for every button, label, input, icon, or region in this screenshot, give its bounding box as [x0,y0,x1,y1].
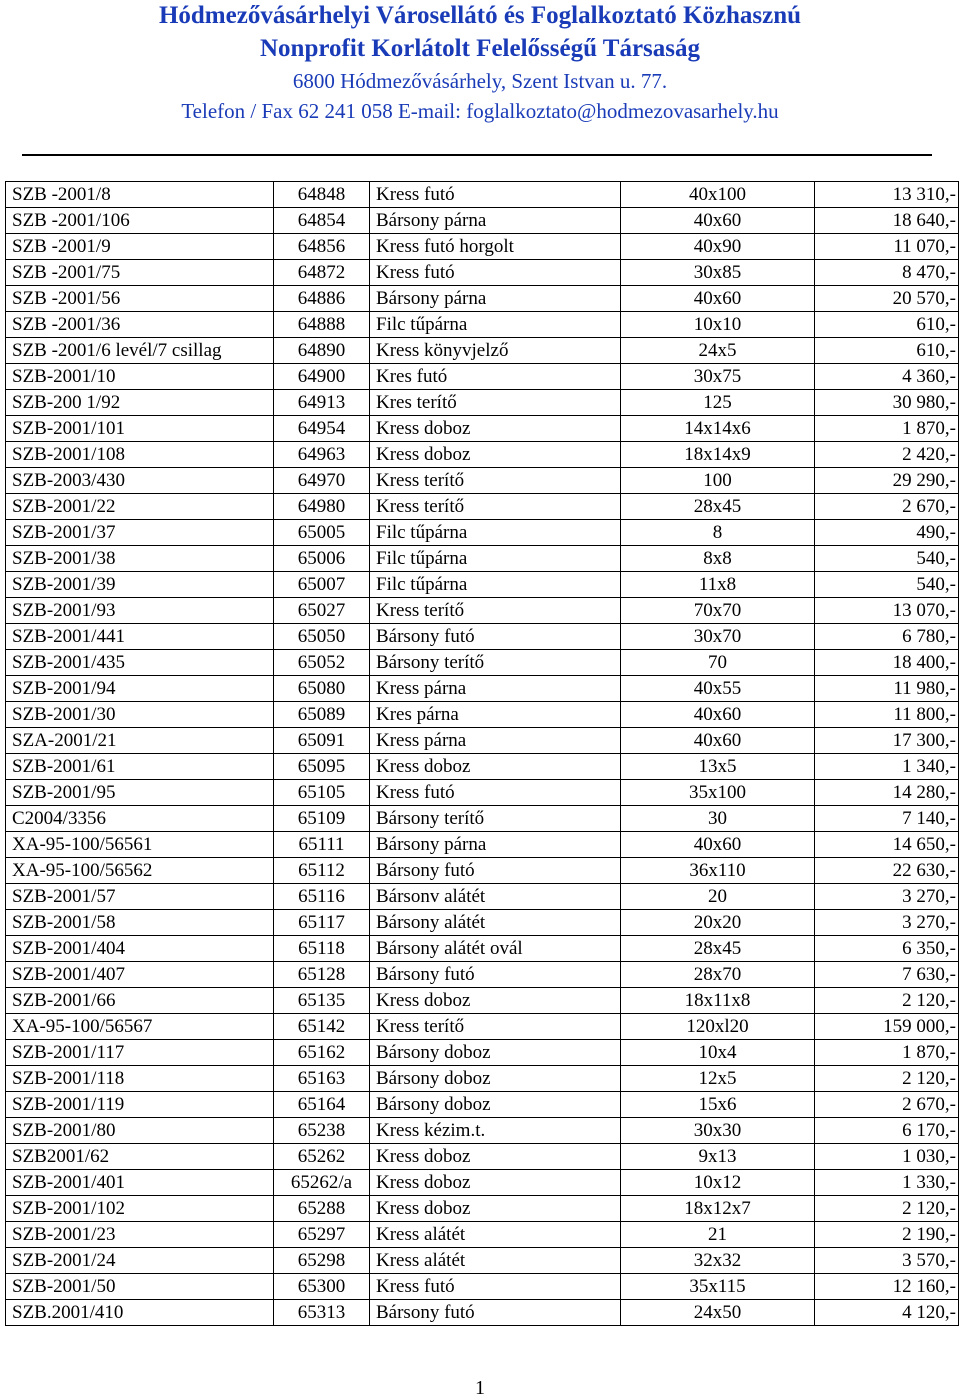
table-row [6,780,959,806]
item-number-cell: 65007 [274,572,370,598]
product-code-cell: SZB-2001/24 [6,1248,274,1274]
size-cell: 40x100 [621,182,815,208]
table-row [6,1092,959,1118]
item-number-cell: 64900 [274,364,370,390]
product-name-cell: Bársony alátét [370,910,621,936]
product-name-cell: Bársony doboz [370,1040,621,1066]
size-cell: 40x60 [621,208,815,234]
product-code-cell: SZB-2003/430 [6,468,274,494]
product-name-cell: Kress doboz [370,1144,621,1170]
size-cell: 21 [621,1222,815,1248]
table-row [6,936,959,962]
item-number-cell: 65288 [274,1196,370,1222]
price-cell: 1 870,- [815,416,959,442]
size-cell: 70 [621,650,815,676]
product-name-cell: Kres párna [370,702,621,728]
item-number-cell: 64913 [274,390,370,416]
size-cell: 10x10 [621,312,815,338]
table-row [6,1274,959,1300]
item-number-cell: 65005 [274,520,370,546]
product-name-cell: Kress doboz [370,1170,621,1196]
table-row [6,546,959,572]
product-code-cell: SZB-2001/66 [6,988,274,1014]
item-number-cell: 64888 [274,312,370,338]
size-cell: 30x75 [621,364,815,390]
price-cell: 3 270,- [815,910,959,936]
price-cell: 20 570,- [815,286,959,312]
item-number-cell: 65118 [274,936,370,962]
table-row [6,338,959,364]
price-cell: 610,- [815,312,959,338]
product-name-cell: Kress futó [370,1274,621,1300]
size-cell: 10x12 [621,1170,815,1196]
price-cell: 7 630,- [815,962,959,988]
product-code-cell: SZB2001/62 [6,1144,274,1170]
table-row [6,910,959,936]
price-cell: 540,- [815,572,959,598]
item-number-cell: 65128 [274,962,370,988]
product-name-cell: Filc tűpárna [370,520,621,546]
product-code-cell: C2004/3356 [6,806,274,832]
price-cell: 2 670,- [815,1092,959,1118]
size-cell: 28x70 [621,962,815,988]
product-name-cell: Kress futó [370,780,621,806]
size-cell: 24x5 [621,338,815,364]
product-name-cell: Kress doboz [370,1196,621,1222]
price-cell: 17 300,- [815,728,959,754]
product-code-cell: SZB-2001/119 [6,1092,274,1118]
table-row [6,1222,959,1248]
table-row [6,364,959,390]
product-name-cell: Kress doboz [370,416,621,442]
product-code-cell: SZB-2001/117 [6,1040,274,1066]
product-code-cell: XA-95-100/56561 [6,832,274,858]
product-code-cell: SZB -2001/75 [6,260,274,286]
item-number-cell: 65091 [274,728,370,754]
table-row [6,286,959,312]
product-code-cell: SZB-2001/102 [6,1196,274,1222]
product-name-cell: Filc tűpárna [370,572,621,598]
price-cell: 2 120,- [815,1196,959,1222]
product-name-cell: Kress doboz [370,754,621,780]
size-cell: 35x100 [621,780,815,806]
product-code-cell: SZB.2001/410 [6,1300,274,1326]
product-code-cell: SZB-2001/441 [6,624,274,650]
item-number-cell: 65298 [274,1248,370,1274]
table-row [6,1066,959,1092]
price-cell: 11 070,- [815,234,959,260]
size-cell: 30x85 [621,260,815,286]
product-name-cell: Kress párna [370,728,621,754]
price-cell: 30 980,- [815,390,959,416]
product-code-cell: SZB-2001/80 [6,1118,274,1144]
product-code-cell: SZB-2001/404 [6,936,274,962]
product-name-cell: Bársony alátét ovál [370,936,621,962]
product-code-cell: SZB -2001/9 [6,234,274,260]
product-name-cell: Bársony párna [370,832,621,858]
size-cell: 18x14x9 [621,442,815,468]
product-name-cell: Kress terítő [370,598,621,624]
size-cell: 125 [621,390,815,416]
size-cell: 40x60 [621,286,815,312]
table-row [6,1118,959,1144]
product-code-cell: SZB -2001/8 [6,182,274,208]
size-cell: 32x32 [621,1248,815,1274]
price-cell: 6 350,- [815,936,959,962]
item-number-cell: 64872 [274,260,370,286]
size-cell: 13x5 [621,754,815,780]
item-number-cell: 64886 [274,286,370,312]
price-cell: 13 310,- [815,182,959,208]
table-row [6,494,959,520]
price-cell: 6 780,- [815,624,959,650]
product-code-cell: SZB-2001/22 [6,494,274,520]
price-cell: 3 570,- [815,1248,959,1274]
item-number-cell: 64854 [274,208,370,234]
item-number-cell: 64890 [274,338,370,364]
price-cell: 610,- [815,338,959,364]
product-name-cell: Kress terítő [370,494,621,520]
page-number: 1 [475,1377,485,1399]
table-row [6,312,959,338]
item-number-cell: 65135 [274,988,370,1014]
table-row [6,884,959,910]
product-code-cell: SZB-2001/101 [6,416,274,442]
product-code-cell: SZB-2001/93 [6,598,274,624]
table-row [6,1144,959,1170]
table-row [6,728,959,754]
product-name-cell: Kres terítő [370,390,621,416]
table-row [6,806,959,832]
product-name-cell: Kress könyvjelző [370,338,621,364]
price-cell: 11 980,- [815,676,959,702]
product-name-cell: Bársony doboz [370,1066,621,1092]
item-number-cell: 65238 [274,1118,370,1144]
size-cell: 24x50 [621,1300,815,1326]
item-number-cell: 64980 [274,494,370,520]
product-table [5,181,959,1326]
table-row [6,442,959,468]
product-name-cell: Bársony terítő [370,806,621,832]
size-cell: 20x20 [621,910,815,936]
product-name-cell: Kress futó [370,260,621,286]
product-code-cell: SZB-2001/435 [6,650,274,676]
size-cell: 11x8 [621,572,815,598]
product-name-cell: Kress futó horgolt [370,234,621,260]
table-row [6,598,959,624]
product-name-cell: Kress doboz [370,442,621,468]
company-address: 6800 Hódmezővásárhely, Szent Istvan u. 77. [292,69,668,93]
item-number-cell: 65164 [274,1092,370,1118]
item-number-cell: 65089 [274,702,370,728]
price-cell: 1 330,- [815,1170,959,1196]
item-number-cell: 64963 [274,442,370,468]
item-number-cell: 65313 [274,1300,370,1326]
item-number-cell: 65262 [274,1144,370,1170]
price-cell: 7 140,- [815,806,959,832]
product-name-cell: Kress párna [370,676,621,702]
product-code-cell: SZB-2001/401 [6,1170,274,1196]
company-name-line1: Hódmezővásárhelyi Városellátó és Foglalkoztató Közhasznú [158,2,802,29]
price-cell: 2 190,- [815,1222,959,1248]
item-number-cell: 65095 [274,754,370,780]
item-number-cell: 65105 [274,780,370,806]
product-table-body [6,182,959,1326]
size-cell: 40x60 [621,832,815,858]
price-cell: 13 070,- [815,598,959,624]
price-cell: 3 270,- [815,884,959,910]
product-code-cell: XA-95-100/56562 [6,858,274,884]
item-number-cell: 65300 [274,1274,370,1300]
size-cell: 120xl20 [621,1014,815,1040]
table-row [6,520,959,546]
product-name-cell: Bársonv alátét [370,884,621,910]
size-cell: 40x55 [621,676,815,702]
size-cell: 18x12x7 [621,1196,815,1222]
price-cell: 11 800,- [815,702,959,728]
item-number-cell: 65027 [274,598,370,624]
product-code-cell: SZB -2001/36 [6,312,274,338]
product-name-cell: Kress terítő [370,1014,621,1040]
table-row [6,1014,959,1040]
item-number-cell: 65080 [274,676,370,702]
size-cell: 15x6 [621,1092,815,1118]
product-name-cell: Bársony doboz [370,1092,621,1118]
product-code-cell: SZB-2001/108 [6,442,274,468]
product-name-cell: Bársony párna [370,208,621,234]
price-cell: 6 170,- [815,1118,959,1144]
item-number-cell: 65112 [274,858,370,884]
product-code-cell: SZB-2001/118 [6,1066,274,1092]
header-divider [22,154,932,156]
size-cell: 8x8 [621,546,815,572]
table-row [6,988,959,1014]
item-number-cell: 64970 [274,468,370,494]
size-cell: 35x115 [621,1274,815,1300]
item-number-cell: 65117 [274,910,370,936]
product-code-cell: SZB-2001/94 [6,676,274,702]
table-row [6,1196,959,1222]
item-number-cell: 65163 [274,1066,370,1092]
product-name-cell: Kres futó [370,364,621,390]
product-name-cell: Bársony futó [370,962,621,988]
product-code-cell: SZB-2001/61 [6,754,274,780]
price-cell: 14 280,- [815,780,959,806]
item-number-cell: 65162 [274,1040,370,1066]
table-row [6,962,959,988]
product-code-cell: SZB-2001/50 [6,1274,274,1300]
product-code-cell: SZB-2001/58 [6,910,274,936]
price-cell: 159 000,- [815,1014,959,1040]
price-cell: 14 650,- [815,832,959,858]
product-name-cell: Kress terítő [370,468,621,494]
item-number-cell: 64954 [274,416,370,442]
price-cell: 1 340,- [815,754,959,780]
product-code-cell: SZB -2001/6 levél/7 csillag [6,338,274,364]
size-cell: 20 [621,884,815,910]
product-code-cell: XA-95-100/56567 [6,1014,274,1040]
product-code-cell: SZA-2001/21 [6,728,274,754]
table-row [6,260,959,286]
product-code-cell: SZB -2001/56 [6,286,274,312]
item-number-cell: 64848 [274,182,370,208]
size-cell: 8 [621,520,815,546]
product-code-cell: SZB-2001/39 [6,572,274,598]
table-row [6,234,959,260]
company-contact: Telefon / Fax 62 241 058 E-mail: foglalkoztato@hodmezovasarhely.hu [181,99,779,123]
product-code-cell: SZB-2001/38 [6,546,274,572]
product-name-cell: Kress kézim.t. [370,1118,621,1144]
price-cell: 18 640,- [815,208,959,234]
price-cell: 2 120,- [815,988,959,1014]
price-cell: 4 120,- [815,1300,959,1326]
item-number-cell: 64856 [274,234,370,260]
item-number-cell: 65297 [274,1222,370,1248]
product-code-cell: SZB-2001/10 [6,364,274,390]
size-cell: 40x60 [621,728,815,754]
product-code-cell: SZB-2001/57 [6,884,274,910]
size-cell: 28x45 [621,936,815,962]
product-code-cell: SZB -2001/106 [6,208,274,234]
product-name-cell: Filc tűpárna [370,546,621,572]
product-code-cell: SZB-2001/95 [6,780,274,806]
size-cell: 36x110 [621,858,815,884]
size-cell: 12x5 [621,1066,815,1092]
table-row [6,702,959,728]
price-cell: 2 120,- [815,1066,959,1092]
company-name-line2: Nonprofit Korlátolt Felelősségű Társaság [259,35,701,62]
table-row [6,676,959,702]
size-cell: 30 [621,806,815,832]
price-cell: 540,- [815,546,959,572]
table-row [6,1300,959,1326]
price-cell: 22 630,- [815,858,959,884]
product-name-cell: Bársony futó [370,858,621,884]
price-cell: 8 470,- [815,260,959,286]
table-row [6,208,959,234]
price-cell: 18 400,- [815,650,959,676]
size-cell: 100 [621,468,815,494]
item-number-cell: 65050 [274,624,370,650]
price-cell: 2 420,- [815,442,959,468]
size-cell: 28x45 [621,494,815,520]
table-row [6,832,959,858]
product-name-cell: Kress futó [370,182,621,208]
size-cell: 10x4 [621,1040,815,1066]
product-name-cell: Kress alátét [370,1222,621,1248]
price-cell: 490,- [815,520,959,546]
table-row [6,182,959,208]
table-row [6,754,959,780]
table-row [6,572,959,598]
product-code-cell: SZB-2001/37 [6,520,274,546]
letterhead [0,0,960,126]
table-row [6,650,959,676]
size-cell: 30x30 [621,1118,815,1144]
item-number-cell: 65262/a [274,1170,370,1196]
size-cell: 40x60 [621,702,815,728]
table-row [6,468,959,494]
price-cell: 12 160,- [815,1274,959,1300]
product-name-cell: Bársony terítő [370,650,621,676]
item-number-cell: 65006 [274,546,370,572]
item-number-cell: 65109 [274,806,370,832]
price-cell: 2 670,- [815,494,959,520]
product-code-cell: SZB-2001/30 [6,702,274,728]
item-number-cell: 65052 [274,650,370,676]
product-name-cell: Filc tűpárna [370,312,621,338]
price-cell: 29 290,- [815,468,959,494]
table-row [6,390,959,416]
size-cell: 14x14x6 [621,416,815,442]
item-number-cell: 65111 [274,832,370,858]
table-row [6,1248,959,1274]
product-name-cell: Kress alátét [370,1248,621,1274]
product-code-cell: SZB-2001/407 [6,962,274,988]
table-row [6,1170,959,1196]
price-cell: 1 030,- [815,1144,959,1170]
price-cell: 1 870,- [815,1040,959,1066]
product-code-cell: SZB-200 1/92 [6,390,274,416]
table-row [6,416,959,442]
size-cell: 9x13 [621,1144,815,1170]
item-number-cell: 65142 [274,1014,370,1040]
item-number-cell: 65116 [274,884,370,910]
product-name-cell: Bársony párna [370,286,621,312]
table-row [6,858,959,884]
product-code-cell: SZB-2001/23 [6,1222,274,1248]
product-name-cell: Bársony futó [370,624,621,650]
size-cell: 18x11x8 [621,988,815,1014]
price-cell: 4 360,- [815,364,959,390]
size-cell: 30x70 [621,624,815,650]
product-name-cell: Kress doboz [370,988,621,1014]
size-cell: 70x70 [621,598,815,624]
table-row [6,1040,959,1066]
size-cell: 40x90 [621,234,815,260]
product-name-cell: Bársony futó [370,1300,621,1326]
table-row [6,624,959,650]
